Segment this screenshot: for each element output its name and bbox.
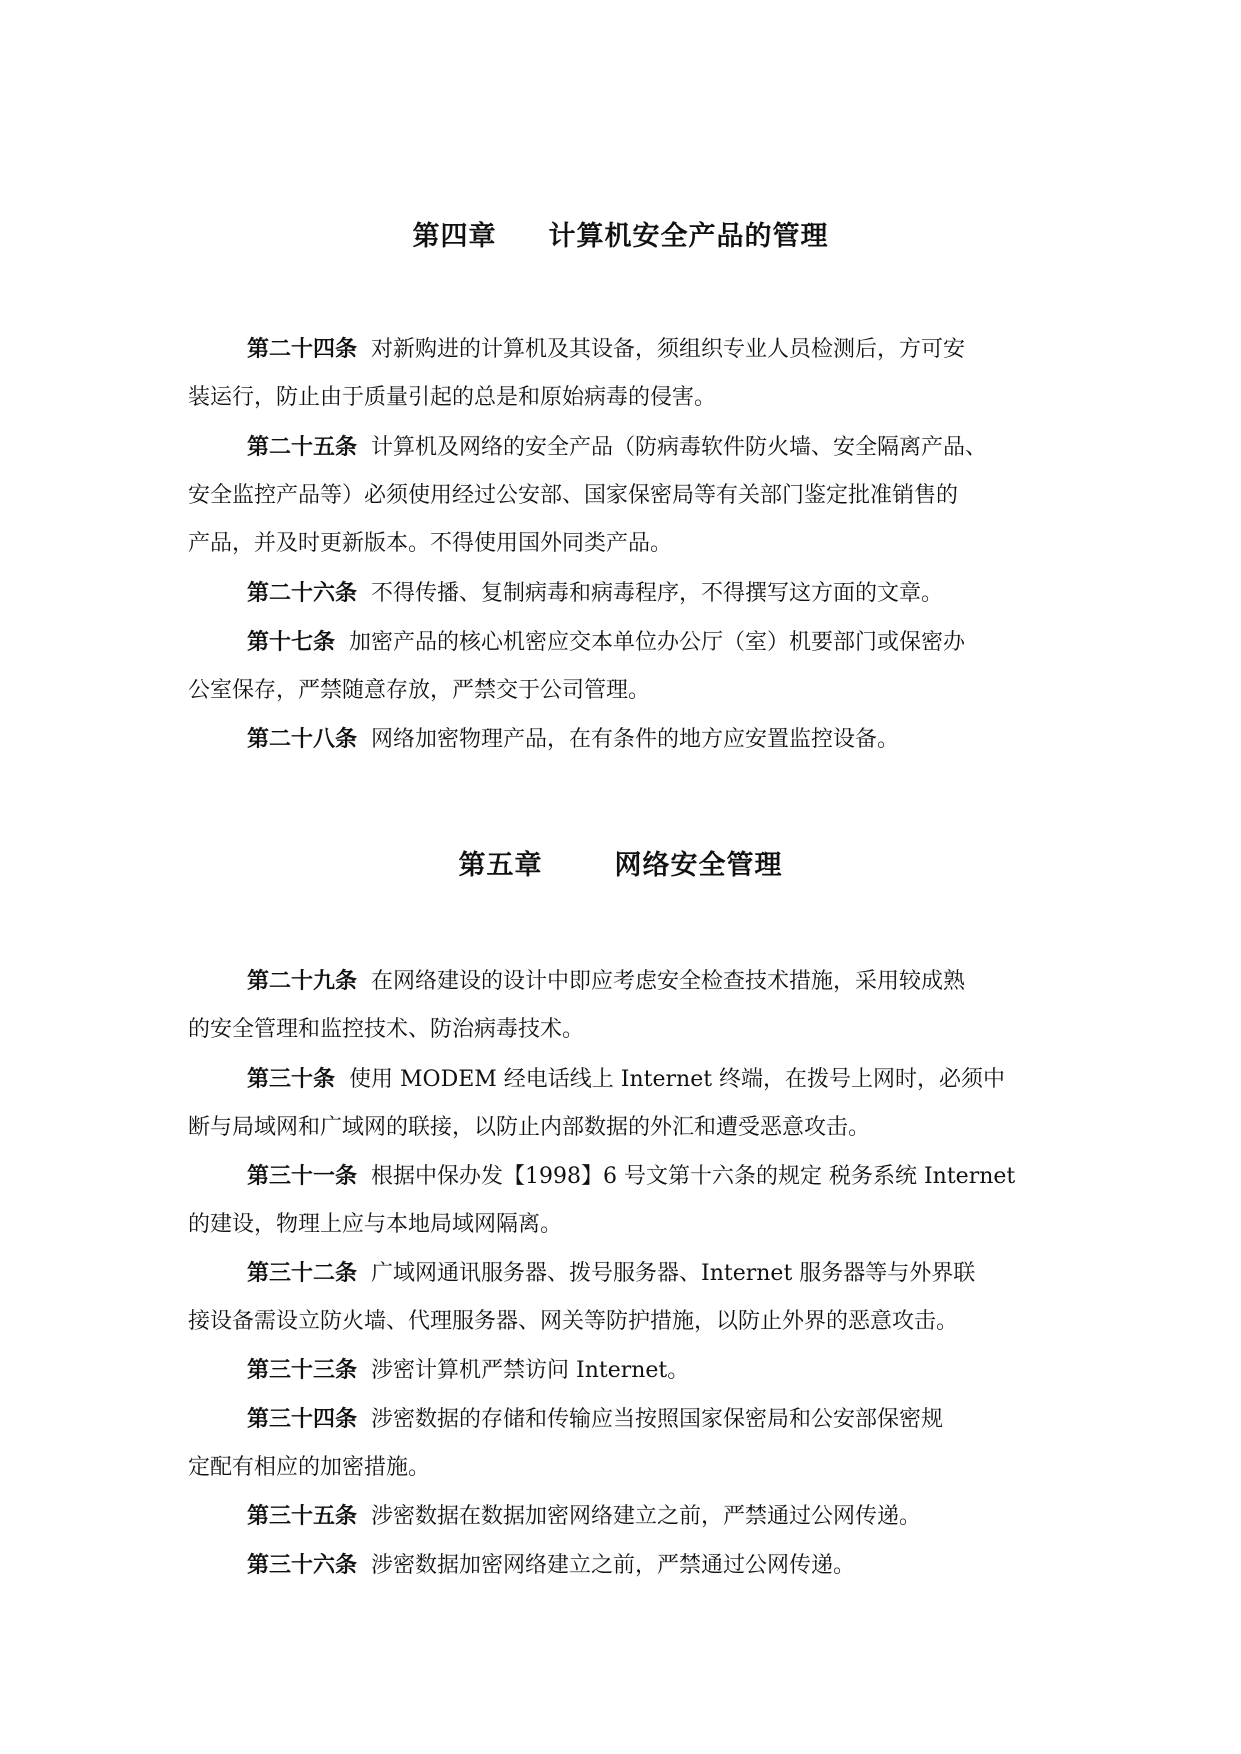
article-number: 第二十八条	[247, 726, 358, 752]
article-30	[188, 1055, 1088, 1152]
article-number: 第三十条	[247, 1066, 336, 1092]
article-number: 第二十四条	[247, 336, 358, 362]
article-text: 的建设，物理上应与本地局域网隔离。	[188, 1212, 563, 1237]
article-text: 的安全管理和监控技术、防治病毒技术。	[188, 1017, 585, 1042]
article-31	[188, 1152, 1088, 1249]
article-text: 计算机及网络的安全产品（防病毒软件防火墙、安全隔离产品、	[371, 435, 988, 460]
article-text: 涉密数据在数据加密网络建立之前，严禁通过公网传递。	[371, 1504, 922, 1529]
article-text: 断与局域网和广域网的联接，以防止内部数据的外汇和遭受恶意攻击。	[188, 1115, 871, 1140]
article-number: 第二十五条	[247, 434, 358, 460]
article-26	[188, 569, 1088, 618]
article-number: 第三十五条	[247, 1503, 358, 1529]
chapter-4-title	[0, 214, 1241, 253]
article-text: 广域网通讯服务器、拨号服务器、Internet 服务器等与外界联	[371, 1261, 976, 1286]
article-17	[188, 618, 1088, 715]
article-35	[188, 1492, 1088, 1541]
article-number: 第二十六条	[247, 580, 358, 606]
chapter-4-label: 第四章	[412, 221, 497, 252]
article-28	[188, 715, 1088, 764]
article-text: 产品，并及时更新版本。不得使用国外同类产品。	[188, 531, 673, 556]
article-36	[188, 1541, 1088, 1590]
article-number: 第十七条	[247, 629, 336, 655]
article-text: 加密产品的核心机密应交本单位办公厅（室）机要部门或保密办	[349, 630, 966, 655]
article-24	[188, 325, 1088, 422]
article-text: 涉密数据加密网络建立之前，严禁通过公网传递。	[371, 1553, 856, 1578]
article-number: 第三十六条	[247, 1552, 358, 1578]
article-text: 公室保存，严禁随意存放，严禁交于公司管理。	[188, 678, 651, 703]
article-number: 第三十三条	[247, 1357, 358, 1383]
article-text: 涉密数据的存储和传输应当按照国家保密局和公安部保密规	[371, 1407, 944, 1432]
article-text: 装运行，防止由于质量引起的总是和原始病毒的侵害。	[188, 385, 717, 410]
article-text: 根据中保办发【1998】6 号文第十六条的规定 税务系统 Internet	[371, 1164, 1016, 1189]
article-number: 第三十四条	[247, 1406, 358, 1432]
article-text: 安全监控产品等）必须使用经过公安部、国家保密局等有关部门鉴定批准销售的	[188, 483, 959, 508]
article-text: 在网络建设的设计中即应考虑安全检查技术措施，采用较成熟	[371, 969, 966, 994]
article-text: 定配有相应的加密措施。	[188, 1455, 431, 1480]
chapter-5-label: 第五章	[458, 850, 543, 881]
article-29	[188, 957, 1088, 1054]
article-33	[188, 1346, 1088, 1395]
article-text: 使用 MODEM 经电话线上 Internet 终端，在拨号上网时，必须中	[349, 1067, 1006, 1092]
chapter-4-heading: 计算机安全产品的管理	[548, 221, 829, 252]
article-text: 网络加密物理产品，在有条件的地方应安置监控设备。	[371, 727, 900, 752]
article-34	[188, 1395, 1088, 1492]
article-text: 不得传播、复制病毒和病毒程序，不得撰写这方面的文章。	[371, 581, 944, 606]
article-text: 涉密计算机严禁访问 Internet。	[371, 1358, 690, 1383]
chapter-5-title	[0, 843, 1241, 882]
article-number: 第二十九条	[247, 968, 358, 994]
article-number: 第三十一条	[247, 1163, 358, 1189]
article-25	[188, 423, 1088, 568]
article-32	[188, 1249, 1088, 1346]
article-text: 对新购进的计算机及其设备，须组织专业人员检测后，方可安	[371, 337, 966, 362]
article-text: 接设备需设立防火墙、代理服务器、网关等防护措施，以防止外界的恶意攻击。	[188, 1309, 959, 1334]
chapter-5-heading: 网络安全管理	[614, 850, 783, 881]
article-number: 第三十二条	[247, 1260, 358, 1286]
